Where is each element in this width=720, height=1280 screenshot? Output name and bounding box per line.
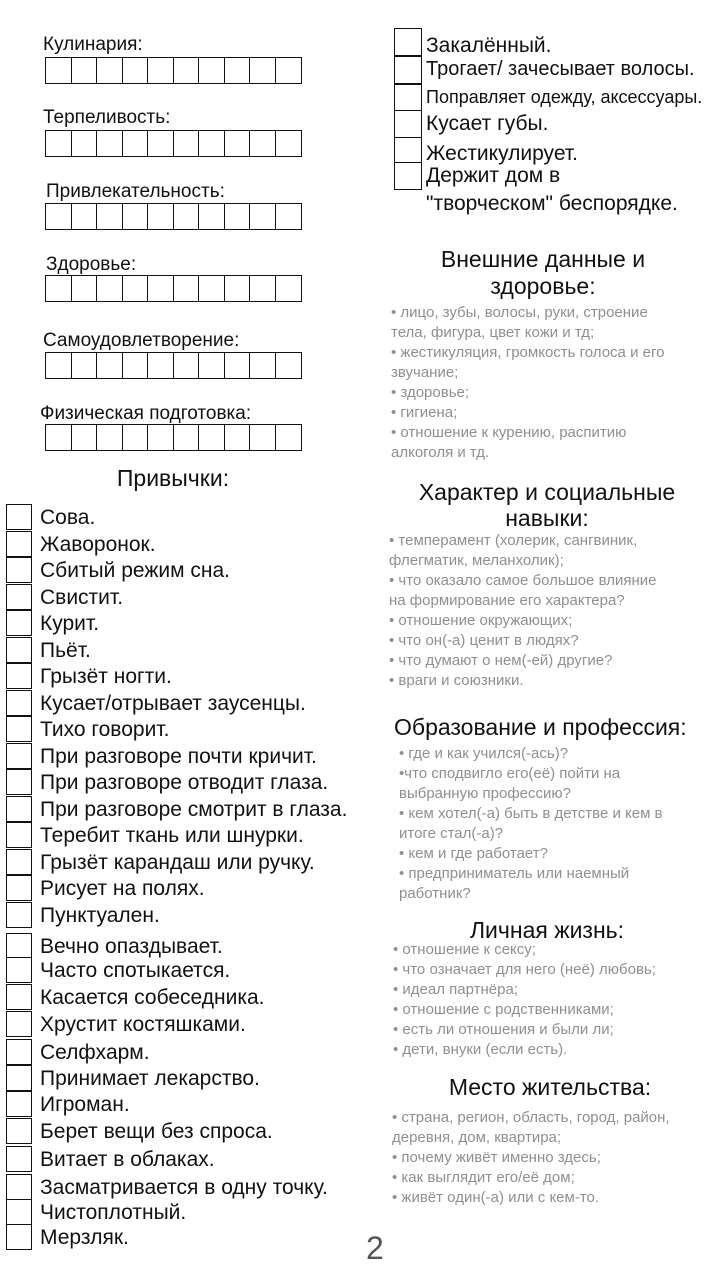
habit-label: Чистоплотный. [40, 1201, 187, 1224]
habit-checkbox[interactable] [394, 84, 422, 112]
list-item: деревня, дом, квартира; [392, 1129, 562, 1146]
list-item: итоге стал(-а)? [399, 825, 504, 842]
habit-label: Держит дом в [426, 164, 561, 187]
list-item: • жестикуляция, громкость голоса и его [391, 344, 665, 361]
education-list [399, 744, 663, 904]
habit-label: Трогает/ зачесывает волосы. [426, 58, 695, 80]
habit-label: Курит. [40, 612, 100, 635]
habit-checkbox[interactable] [6, 902, 32, 928]
habit-checkbox[interactable] [6, 584, 32, 610]
list-item: звучание; [391, 364, 459, 381]
rating-boxes-patience[interactable] [45, 130, 302, 157]
habit-item[interactable] [6, 1038, 150, 1065]
habit-checkbox[interactable] [394, 162, 422, 190]
habit-label: Кусает губы. [426, 112, 549, 135]
habits-heading: Привычки: [116, 465, 230, 491]
habit-checkbox[interactable] [6, 1199, 32, 1225]
skill-label-patience: Терпеливость: [43, 107, 171, 128]
habit-label: Грызёт ногти. [40, 665, 172, 688]
habit-label: При разговоре смотрит в глаза. [40, 798, 348, 821]
section-title-character: Характер и социальные [418, 479, 676, 505]
habit-item[interactable] [6, 848, 315, 875]
habit-item[interactable] [6, 821, 304, 848]
rating-boxes-self-satisfaction[interactable] [45, 352, 302, 379]
rating-boxes-health[interactable] [45, 275, 302, 302]
list-item: • отношение к курению, распитию [391, 424, 627, 441]
habit-item[interactable] [394, 162, 560, 190]
habit-checkbox[interactable] [6, 531, 32, 557]
list-item: • есть ли отношения и были ли; [393, 1021, 614, 1038]
habit-checkbox[interactable] [6, 716, 32, 742]
habit-item[interactable] [6, 1173, 328, 1200]
habit-item[interactable] [6, 689, 306, 716]
section-title-personal-life: Личная жизнь: [469, 917, 625, 943]
list-item: • дети, внуки (если есть). [393, 1041, 568, 1058]
habit-item[interactable] [394, 84, 702, 112]
list-item: • предприниматель или наемный [399, 865, 630, 882]
habit-item[interactable] [6, 1090, 130, 1117]
habit-item[interactable] [6, 1198, 186, 1225]
habit-item[interactable] [6, 932, 223, 959]
list-item: •что сподвигло его(её) пойти на [399, 765, 621, 782]
list-item: • что оказало самое большое влияние [389, 572, 657, 589]
habit-label: Свистит. [40, 586, 124, 609]
habit-checkbox[interactable] [6, 1224, 32, 1250]
habit-label: Грызёт карандаш или ручку. [40, 851, 315, 874]
list-item: алкоголя и тд. [391, 444, 490, 461]
habit-checkbox[interactable] [6, 875, 32, 901]
habit-label: Жаворонок. [40, 533, 156, 556]
habit-item[interactable] [6, 715, 169, 742]
habit-label: Кусает/отрывает заусенцы. [40, 692, 306, 715]
habit-label: Мерзляк. [40, 1226, 129, 1249]
habit-label: Теребит ткань или шнурки. [40, 824, 304, 847]
personal-life-list [393, 940, 656, 1060]
habit-item[interactable] [6, 530, 156, 557]
section-title-character-line2: навыки: [505, 505, 589, 531]
habit-checkbox[interactable] [6, 1091, 32, 1117]
habit-checkbox[interactable] [394, 137, 422, 165]
residence-list [392, 1108, 670, 1208]
skill-label-health: Здоровье: [46, 254, 137, 275]
list-item: • отношение окружающих; [389, 612, 573, 629]
habit-item[interactable] [394, 56, 695, 84]
habit-item[interactable] [6, 874, 205, 901]
habit-item[interactable] [6, 1145, 215, 1172]
habit-label: Пьёт. [40, 639, 91, 662]
habit-label: Селфхарм. [40, 1041, 150, 1064]
habit-checkbox[interactable] [6, 743, 32, 769]
habit-item[interactable] [6, 956, 230, 983]
habit-item[interactable] [6, 583, 123, 610]
habit-item[interactable] [6, 742, 317, 769]
appearance-list [391, 303, 664, 463]
habit-label: При разговоре почти кричит. [40, 745, 317, 768]
habit-checkbox[interactable] [6, 1174, 32, 1200]
list-item: • что думают о нем(-ей) другие? [389, 652, 613, 669]
list-item: • как выглядит его/её дом; [392, 1169, 575, 1186]
habit-label: Касается собеседника. [40, 986, 265, 1009]
list-item: • темперамент (холерик, сангвиник, [389, 532, 638, 549]
list-item: • гигиена; [391, 404, 458, 421]
habit-label: При разговоре отводит глаза. [40, 771, 329, 794]
list-item: • здоровье; [391, 384, 470, 401]
list-item: • что он(-а) ценит в людях? [389, 632, 579, 649]
habit-label: Поправляет одежду, аксессуары. [426, 87, 703, 107]
habit-item[interactable] [6, 768, 328, 795]
habit-item[interactable] [6, 636, 91, 663]
habit-checkbox[interactable] [394, 28, 422, 56]
habit-item[interactable] [6, 503, 95, 530]
habit-checkbox[interactable] [6, 1065, 32, 1091]
section-title-residence: Место жительства: [448, 1074, 652, 1100]
habit-checkbox[interactable] [6, 796, 32, 822]
section-title-education: Образование и профессия: [394, 714, 687, 740]
page-number: 2 [366, 1230, 384, 1266]
habit-item[interactable] [6, 901, 160, 928]
habit-checkbox[interactable] [6, 557, 32, 583]
habit-label: Хрустит костяшками. [40, 1013, 246, 1036]
habit-label: Часто спотыкается. [40, 959, 231, 982]
skill-label-cooking: Кулинария: [43, 34, 143, 55]
list-item: выбранную профессию? [399, 785, 571, 802]
habit-item[interactable] [394, 110, 548, 138]
list-item: • отношение с родственниками; [393, 1001, 614, 1018]
habit-label: Тихо говорит. [40, 718, 170, 741]
list-item: • кем хотел(-а) быть в детстве и кем в [399, 805, 663, 822]
habit-checkbox[interactable] [6, 637, 32, 663]
list-item: • почему живёт именно здесь; [392, 1149, 601, 1166]
habit-checkbox[interactable] [6, 769, 32, 795]
habit-checkbox[interactable] [6, 984, 32, 1010]
list-item: • где и как учился(-ась)? [399, 745, 569, 762]
habit-checkbox[interactable] [6, 849, 32, 875]
list-item: • живёт один(-а) или с кем-то. [392, 1189, 600, 1206]
habit-label: Закалённый. [426, 34, 552, 57]
habit-item[interactable] [6, 1117, 273, 1144]
habit-item[interactable] [6, 983, 265, 1010]
habit-checkbox[interactable] [6, 1039, 32, 1065]
habit-item[interactable] [6, 795, 347, 822]
habit-label: Рисует на полях. [40, 877, 205, 900]
skill-label-self-satisfaction: Самоудовлетворение: [43, 330, 240, 351]
habit-label: Пунктуален. [40, 904, 160, 927]
habit-item[interactable] [6, 609, 99, 636]
habit-label: Сбитый режим сна. [40, 559, 230, 582]
habit-label-continuation: "творческом" беспорядке. [426, 192, 678, 215]
habit-label: Засматривается в одну точку. [40, 1176, 328, 1199]
rating-boxes-physical-fitness[interactable] [45, 424, 302, 451]
list-item: на формирование его характера? [389, 592, 625, 609]
habit-item[interactable] [394, 28, 551, 59]
habit-checkbox[interactable] [6, 610, 32, 636]
habit-checkbox[interactable] [394, 110, 422, 138]
habit-checkbox[interactable] [6, 504, 32, 530]
list-item: • идеал партнёра; [393, 981, 518, 998]
habit-checkbox[interactable] [6, 1118, 32, 1144]
habit-item[interactable] [6, 1064, 260, 1091]
habit-checkbox[interactable] [6, 957, 32, 983]
habit-checkbox[interactable] [6, 822, 32, 848]
list-item: • страна, регион, область, город, район, [392, 1109, 670, 1126]
habit-checkbox[interactable] [6, 1146, 32, 1172]
rating-boxes-attractiveness[interactable] [45, 203, 302, 230]
habit-label: Игроман. [40, 1093, 130, 1116]
list-item: • отношение к сексу; [393, 941, 536, 958]
habit-label: Принимает лекарство. [40, 1067, 260, 1090]
habit-label: Берет вещи без спроса. [40, 1120, 273, 1143]
list-item: • лицо, зубы, волосы, руки, строение [391, 304, 648, 321]
section-title-appearance: Внешние данные и [440, 246, 646, 272]
habit-label: Сова. [40, 506, 96, 529]
skill-label-attractiveness: Привлекательность: [46, 181, 225, 202]
habit-item[interactable] [6, 1010, 246, 1037]
character-list [389, 531, 656, 691]
habit-checkbox[interactable] [6, 663, 32, 689]
habit-checkbox[interactable] [394, 56, 422, 84]
habit-label: Жестикулирует. [426, 142, 578, 165]
list-item: • враги и союзники. [389, 672, 524, 689]
habit-item[interactable] [6, 1223, 129, 1250]
habit-checkbox[interactable] [6, 1011, 32, 1037]
rating-boxes-cooking[interactable] [45, 57, 302, 84]
section-title-appearance-line2: здоровье: [490, 273, 596, 299]
list-item: • что означает для него (неё) любовь; [393, 961, 656, 978]
list-item: • кем и где работает? [399, 845, 548, 862]
list-item: тела, фигура, цвет кожи и тд; [391, 324, 595, 341]
habit-item[interactable] [6, 662, 172, 689]
habit-checkbox[interactable] [6, 690, 32, 716]
skill-label-physical-fitness: Физическая подготовка: [40, 403, 252, 424]
list-item: работник? [399, 885, 471, 902]
list-item: флегматик, меланхолик); [389, 552, 564, 569]
habit-label: Витает в облаках. [40, 1148, 215, 1171]
habit-item[interactable] [6, 556, 230, 583]
habit-label: Вечно опаздывает. [40, 935, 223, 958]
